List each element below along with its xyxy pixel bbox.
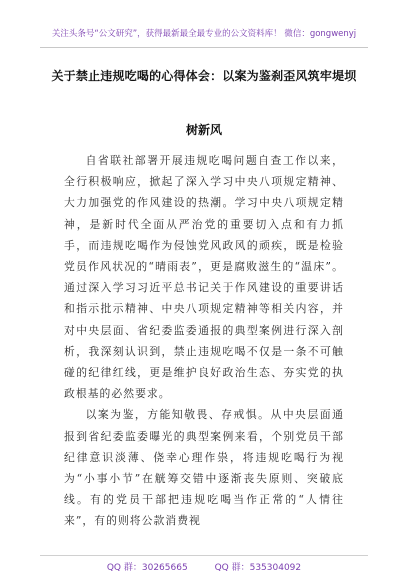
footer-qq-group-2: QQ 群：535304092 (214, 563, 302, 573)
document-body (64, 150, 344, 532)
body-paragraph: 自省联社部署开展违规吃喝问题自查工作以来，全行积极响应，掀起了深入学习中央八项规定精神、大力加强党的作风建设的热潮。学习中央八项规定精神，是新时代全面从严治党的重要切入点和有力抓手，而违规吃喝作为侵蚀党风政风的顽疾，既是检验党员作风状况的“晴雨表”，更是腐败滋生的“温床”。通过深入学习习近平总书记关于作风建设的重要讲话和指示批示精神、中央八项规定精神等相关内容，并对中央层面、省纪委监委通报的典型案例进行深入剖析，我深刻认识到，禁止违规吃喝不仅是一条不可触碰的纪律红线，更是维护良好政治生态、夯实党的执政根基的必然要求。 (64, 154, 344, 401)
body-paragraph: 以案为鉴，方能知敬畏、存戒惧。从中央层面通报到省纪委监委曝光的典型案例来看，个别党员干部纪律意识淡薄、侥幸心理作祟，将违规吃喝行为视为“小事小节”在觥筹交错中逐渐丧失原则、突破底线。有的党员干部把违规吃喝当作正常的“人情往来”，有的则将公款消费视 (64, 408, 344, 528)
footer-qq-group-1: QQ 群：30265665 (106, 563, 188, 573)
document-title: 关于禁止违规吃喝的心得体会：以案为鉴刹歪风筑牢堤坝 (51, 69, 357, 83)
footer-divider (40, 555, 368, 556)
document-author: 树新风 (185, 123, 222, 137)
header-divider (40, 47, 368, 48)
footer (0, 560, 408, 573)
header-banner: 关注头条号“公文研究”，获得最新最全最专业的公文资料库！ 微信：gongwenyj (51, 29, 357, 39)
